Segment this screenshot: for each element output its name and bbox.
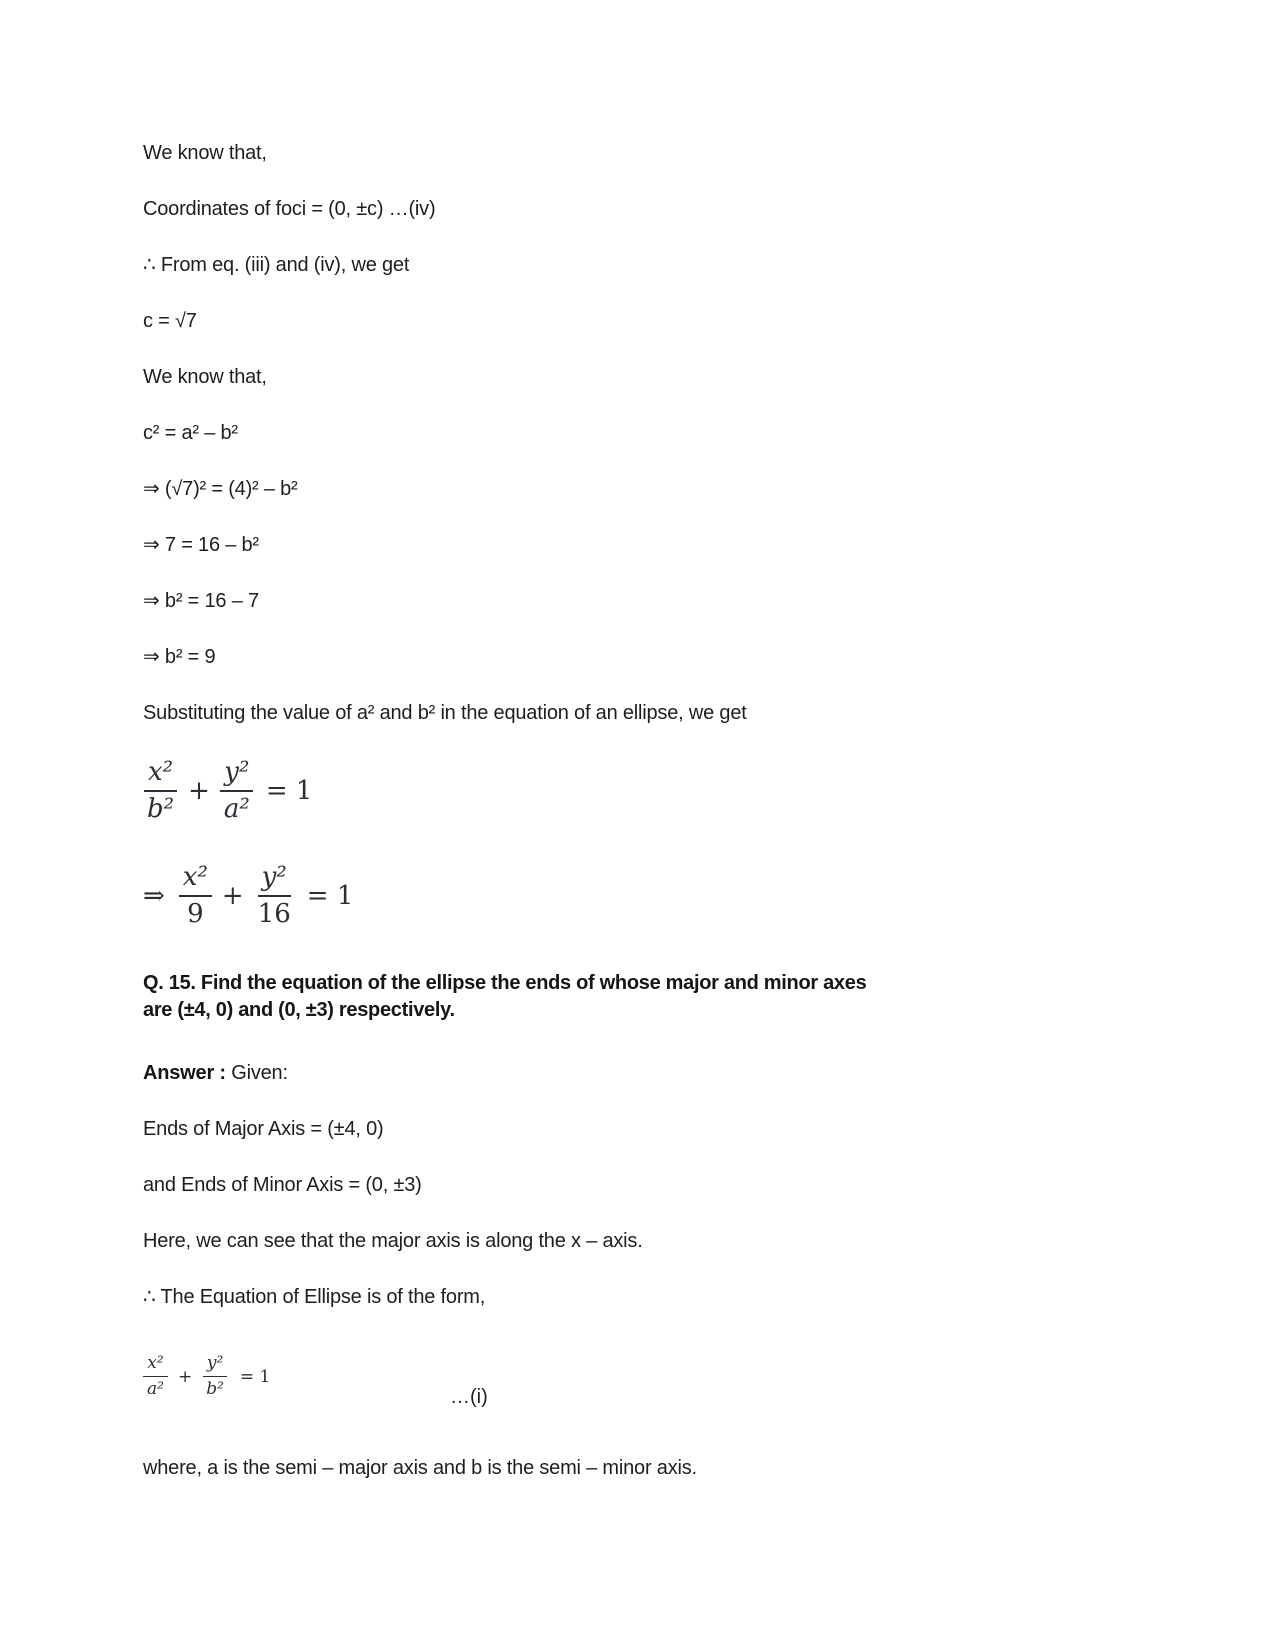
- plus-operator: +: [177, 1366, 193, 1387]
- fraction-denominator: b²: [206, 1379, 224, 1400]
- text-line-semi-axes: where, a is the semi – major axis and b is the semi – minor axis.: [143, 1456, 697, 1479]
- text-line-we-know-2: We know that,: [143, 366, 267, 388]
- formula-ellipse-values: [143, 863, 1153, 928]
- text-line-b2-16-7: ⇒ b² = 16 – 7: [143, 590, 259, 612]
- answer-given: Given:: [231, 1062, 288, 1085]
- text-line-minor-axis: and Ends of Minor Axis = (0, ±3): [143, 1174, 422, 1197]
- fraction-numerator: x²: [144, 758, 177, 792]
- answer-label: Answer :: [143, 1062, 226, 1085]
- fraction-numerator: y²: [258, 863, 291, 897]
- text-line-major-axis: Ends of Major Axis = (±4, 0): [143, 1118, 384, 1141]
- question-line-1: Q. 15. Find the equation of the ellipse the ends of whose major and minor axes: [143, 972, 867, 995]
- fraction-numerator: x²: [179, 863, 212, 897]
- fraction-x2-over-b2: [143, 758, 178, 823]
- text-line-b2-9: ⇒ b² = 9: [143, 646, 216, 668]
- fraction-x2-over-a2: [143, 1354, 168, 1398]
- text-line-major-along-x: Here, we can see that the major axis is along the x – axis.: [143, 1230, 643, 1253]
- fraction-numerator: y²: [203, 1354, 227, 1377]
- formula-ellipse-standard: [143, 758, 1153, 823]
- equation-reference-i: …(i): [450, 1385, 488, 1408]
- fraction-x2-over-9: [179, 863, 212, 928]
- fraction-y2-over-a2: [220, 758, 254, 823]
- text-line-from-eq: ∴ From eq. (iii) and (iv), we get: [143, 254, 410, 276]
- fraction-denominator: a²: [147, 1379, 164, 1400]
- formula-row-ellipse-form: [143, 1353, 1153, 1408]
- fraction-numerator: x²: [143, 1354, 167, 1377]
- text-line-substituting: Substituting the value of a² and b² in the equation of an ellipse, we get: [143, 702, 747, 724]
- answer-heading: [143, 1062, 1153, 1084]
- fraction-denominator: a²: [223, 793, 250, 824]
- fraction-y2-over-b2: [202, 1354, 228, 1398]
- formula-ellipse-form: [143, 1354, 270, 1398]
- fraction-denominator: 16: [257, 898, 291, 929]
- equals-one: = 1: [306, 880, 354, 911]
- text-line-7-16: ⇒ 7 = 16 – b²: [143, 534, 259, 556]
- text-line-c2-identity: c² = a² – b²: [143, 422, 238, 444]
- text-line-foci: Coordinates of foci = (0, ±c) …(iv): [143, 198, 436, 220]
- fraction-y2-over-16: [254, 863, 295, 928]
- equals-one: = 1: [239, 1366, 271, 1387]
- plus-operator: +: [188, 775, 210, 806]
- text-line-equation-form: ∴ The Equation of Ellipse is of the form,: [143, 1286, 486, 1309]
- text-line-c-value: c = √7: [143, 310, 197, 332]
- implies-arrow: ⇒: [143, 880, 165, 911]
- question-line-2: are (±4, 0) and (0, ±3) respectively.: [143, 999, 455, 1022]
- fraction-denominator: b²: [147, 793, 175, 824]
- fraction-denominator: 9: [187, 898, 204, 929]
- fraction-numerator: y²: [220, 758, 253, 792]
- text-line-substitute-c: ⇒ (√7)² = (4)² – b²: [143, 478, 298, 500]
- page-content: [143, 142, 1153, 1479]
- text-line-we-know-1: We know that,: [143, 142, 267, 164]
- equals-one: = 1: [265, 775, 313, 806]
- plus-operator: +: [221, 880, 244, 911]
- question-15-text: [143, 970, 1153, 1024]
